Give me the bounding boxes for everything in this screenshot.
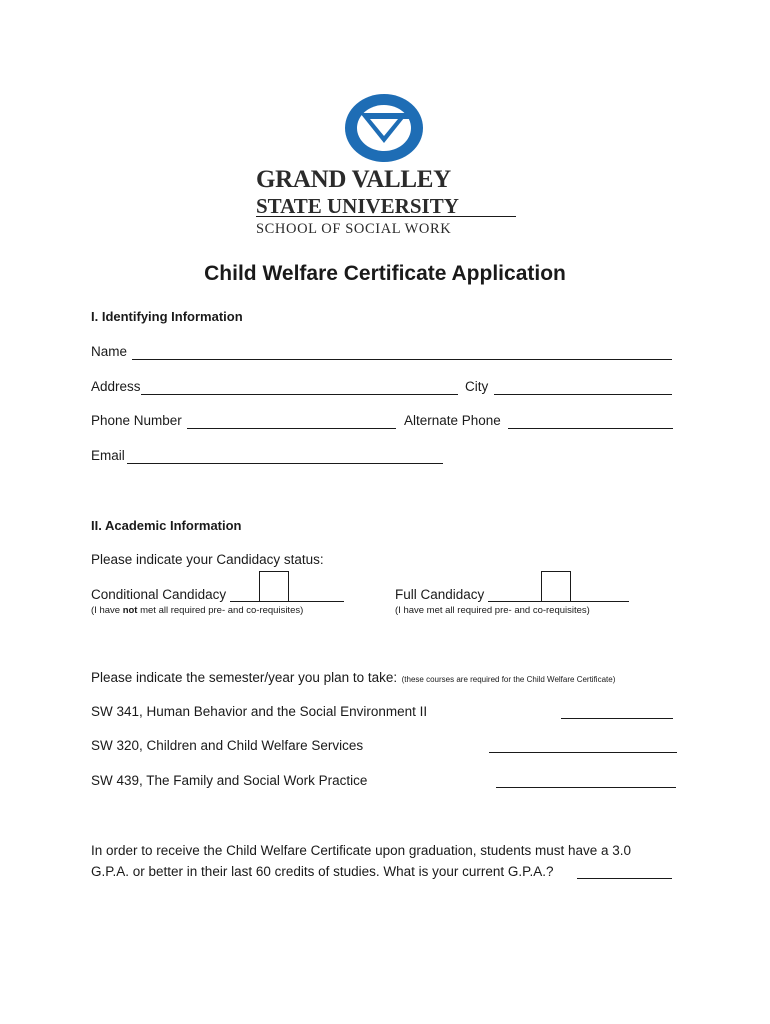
semester-prompt-row xyxy=(91,669,615,687)
alt-phone-label: Alternate Phone xyxy=(404,413,501,428)
logo-line-1: GRAND VALLEY xyxy=(256,166,451,193)
logo-divider xyxy=(256,216,516,217)
full-candidacy-note: (I have met all required pre- and co-requisites) xyxy=(395,605,590,616)
gpa-field[interactable] xyxy=(577,878,672,879)
logo-line-3: SCHOOL OF SOCIAL WORK xyxy=(256,221,452,237)
alt-phone-field[interactable] xyxy=(508,428,673,429)
gvsu-shield-icon xyxy=(344,93,424,163)
address-field[interactable] xyxy=(141,394,458,395)
course-sw341-field[interactable] xyxy=(561,718,673,719)
email-label: Email xyxy=(91,448,125,463)
address-label: Address xyxy=(91,379,141,394)
full-candidacy-checkbox[interactable] xyxy=(541,571,571,602)
page-title: Child Welfare Certificate Application xyxy=(204,262,566,285)
name-label: Name xyxy=(91,344,128,359)
city-field[interactable] xyxy=(494,394,672,395)
email-field[interactable] xyxy=(127,463,443,464)
candidacy-prompt: Please indicate your Candidacy status: xyxy=(91,552,324,567)
course-sw439: SW 439, The Family and Social Work Practice xyxy=(91,773,368,788)
full-candidacy-label: Full Candidacy xyxy=(395,587,485,602)
course-sw320-field[interactable] xyxy=(489,752,677,753)
conditional-candidacy-label: Conditional Candidacy xyxy=(91,587,227,602)
section-academic-heading: II. Academic Information xyxy=(91,518,242,533)
course-sw320: SW 320, Children and Child Welfare Services xyxy=(91,738,364,753)
phone-field[interactable] xyxy=(187,428,396,429)
semester-note: (these courses are required for the Child Welfare Certificate) xyxy=(401,675,616,684)
phone-label: Phone Number xyxy=(91,413,182,428)
logo-line-2: STATE UNIVERSITY xyxy=(256,194,459,218)
city-label: City xyxy=(465,379,489,394)
gpa-text-line-1: In order to receive the Child Welfare Certificate upon graduation, students must have a 3.0 xyxy=(91,843,632,858)
name-field[interactable] xyxy=(132,359,672,360)
conditional-candidacy-note: (I have not met all required pre- and co-requisites) xyxy=(91,605,304,616)
section-identifying-heading: I. Identifying Information xyxy=(91,309,243,324)
course-sw439-field[interactable] xyxy=(496,787,676,788)
gpa-text-line-2: G.P.A. or better in their last 60 credits of studies. What is your current G.P.A.? xyxy=(91,864,554,879)
semester-prompt: Please indicate the semester/year you plan to take: xyxy=(91,670,398,685)
course-sw341: SW 341, Human Behavior and the Social Environment II xyxy=(91,704,428,719)
conditional-candidacy-checkbox[interactable] xyxy=(259,571,289,602)
